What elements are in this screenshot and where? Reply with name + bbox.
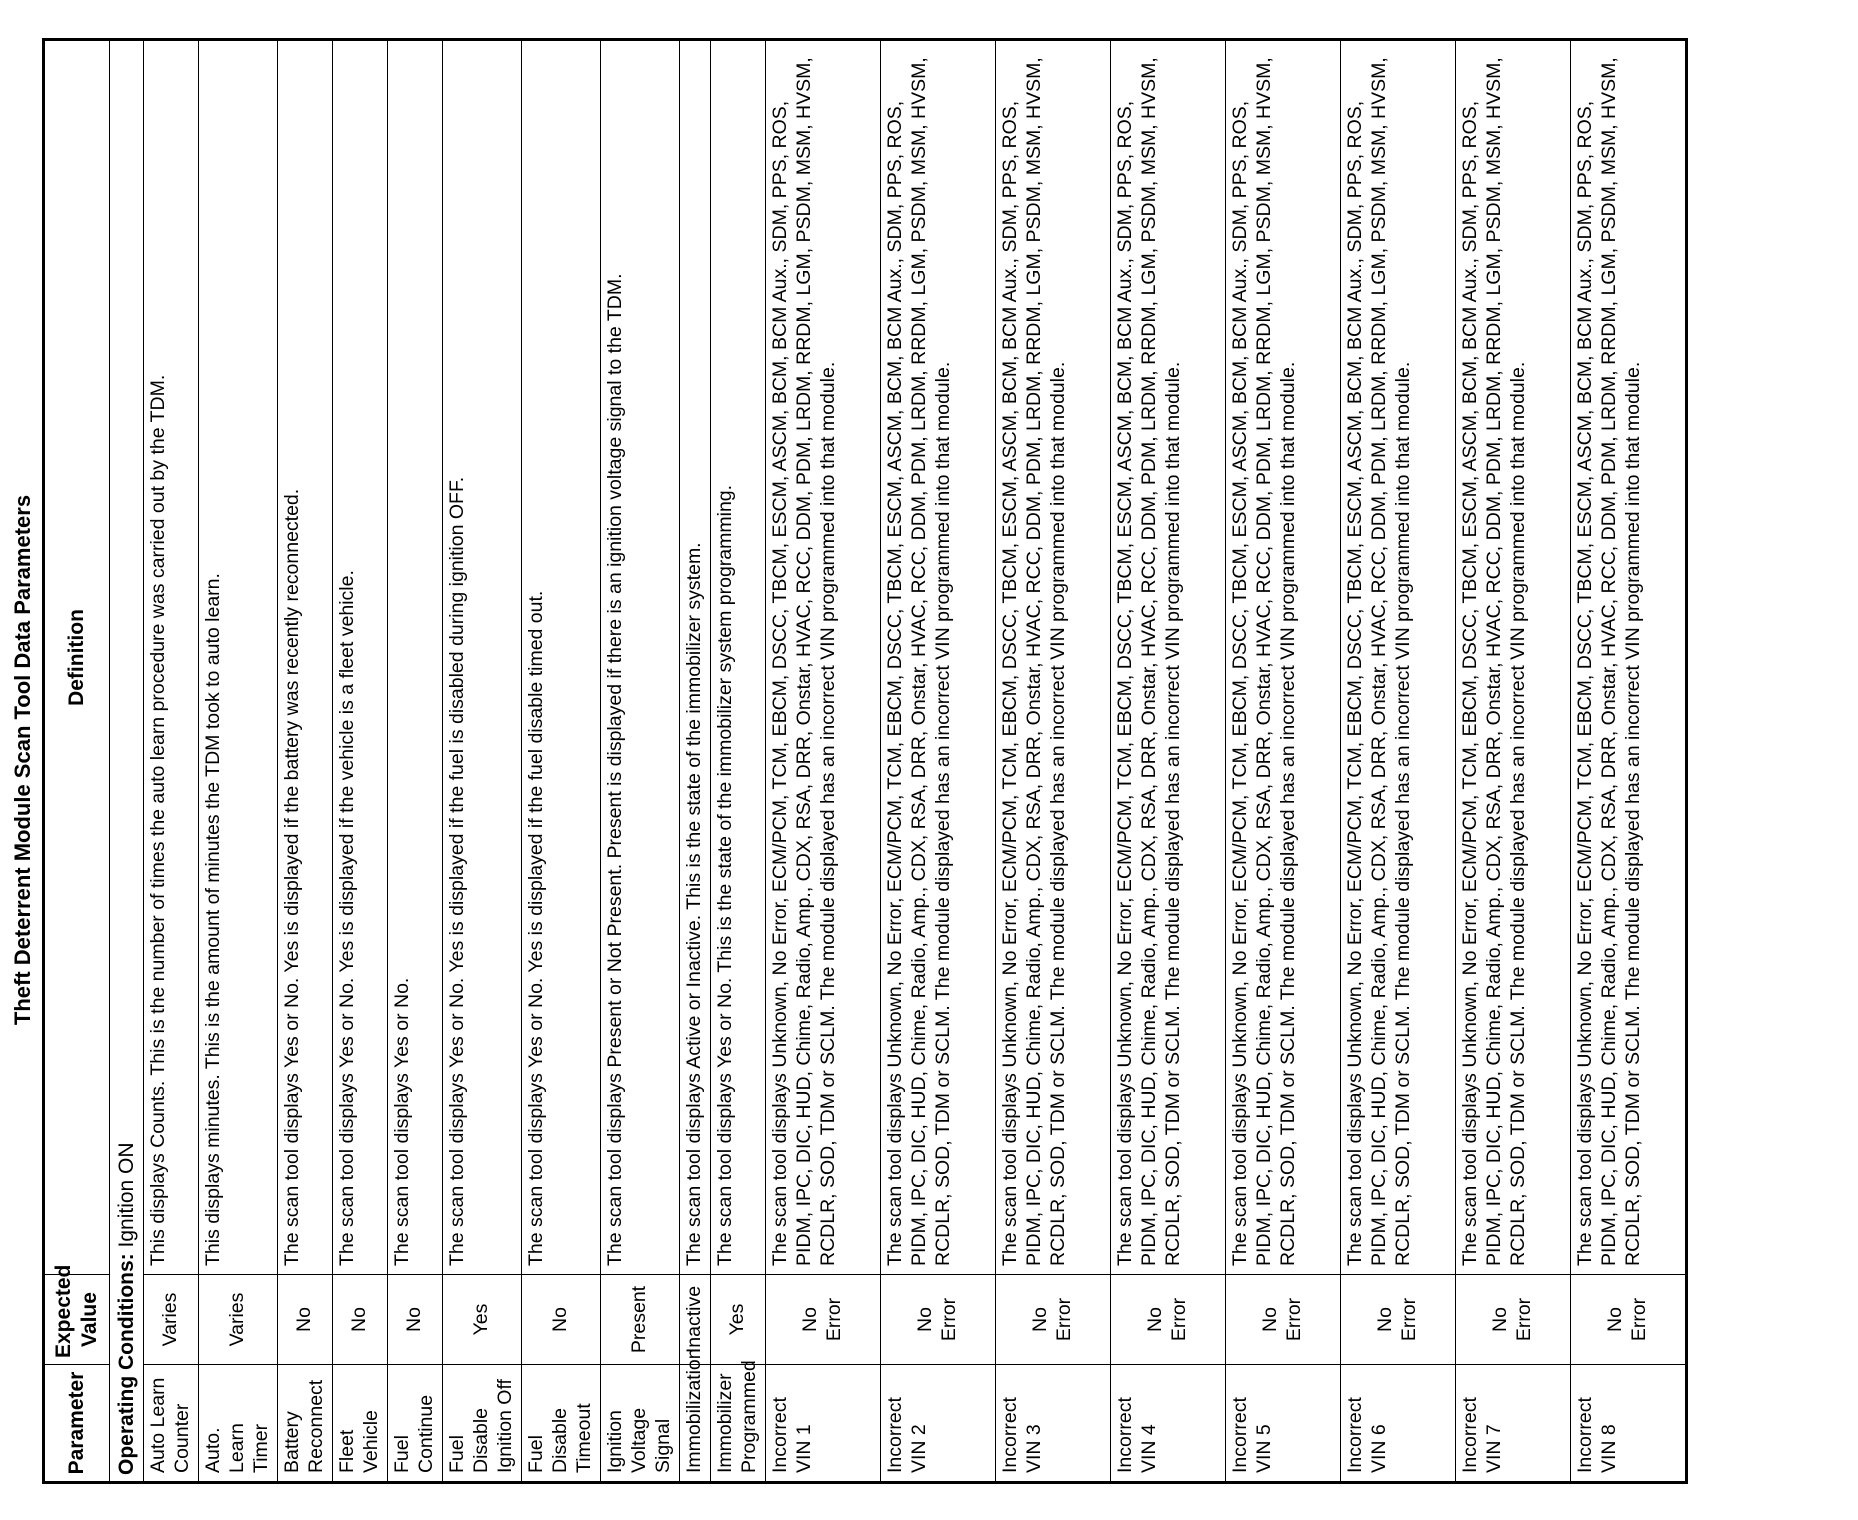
expected-value-cell: No Error	[881, 1275, 996, 1365]
table-row	[766, 40, 881, 1483]
parameter-cell: Incorrect VIN 4	[1111, 1365, 1226, 1483]
table-row	[601, 40, 680, 1483]
table-row	[996, 40, 1111, 1483]
expected-value-cell: No Error	[1571, 1275, 1687, 1365]
table-row	[388, 40, 443, 1483]
definition-cell: This displays minutes. This is the amount of minutes the TDM took to auto learn.	[199, 40, 278, 1275]
expected-value-cell: No	[333, 1275, 388, 1365]
definition-cell: The scan tool displays Yes or No. This is the state of the immobilizer system programming.	[711, 40, 766, 1275]
operating-conditions-label: Operating Conditions:	[114, 1253, 138, 1475]
header-expected-value: Expected Value	[44, 1275, 110, 1365]
document-title: Theft Deterrent Module Scan Tool Data Parameters	[10, 494, 35, 1026]
expected-value-cell: No Error	[1111, 1275, 1226, 1365]
definition-cell: The scan tool displays Unknown, No Error, ECM/PCM, TCM, EBCM, DSCC, TBCM, ESCM, ASCM, BCM, BCM Aux., SDM, PPS, ROS, PIDM, IPC, DIC, HUD, Chime, Radio, Amp., CDX, RSA, DRR, Onstar, HVAC, RCC, DDM, PDM, LRDM, RRDM, LGM, PSDM, MSM, HVSM, RCDLR, SOD, TDM or SCLM. The module displayed has an incorrect VIN programmed into that module.	[1456, 40, 1571, 1275]
parameter-cell: Incorrect VIN 2	[881, 1365, 996, 1483]
expected-value-cell: No Error	[996, 1275, 1111, 1365]
table-row	[144, 40, 199, 1483]
parameter-cell: Immobilization	[680, 1365, 711, 1483]
scan-tool-data-table	[42, 38, 1688, 1484]
expected-value-cell: No Error	[1226, 1275, 1341, 1365]
definition-cell: The scan tool displays Unknown, No Error, ECM/PCM, TCM, EBCM, DSCC, TBCM, ESCM, ASCM, BCM, BCM Aux., SDM, PPS, ROS, PIDM, IPC, DIC, HUD, Chime, Radio, Amp., CDX, RSA, DRR, Onstar, HVAC, RCC, DDM, PDM, LRDM, RRDM, LGM, PSDM, MSM, HVSM, RCDLR, SOD, TDM or SCLM. The module displayed has an incorrect VIN programmed into that module.	[1111, 40, 1226, 1275]
expected-value-cell: Inactive	[680, 1275, 711, 1365]
operating-conditions-value: Ignition ON	[114, 1142, 138, 1248]
definition-cell: The scan tool displays Yes or No. Yes is displayed if the battery was recently reconnected.	[278, 40, 333, 1275]
expected-value-cell: No Error	[1456, 1275, 1571, 1365]
definition-cell: The scan tool displays Present or Not Present. Present is displayed if there is an ignition voltage signal to the TDM.	[601, 40, 680, 1275]
parameter-cell: Ignition Voltage Signal	[601, 1365, 680, 1483]
definition-cell: The scan tool displays Yes or No.	[388, 40, 443, 1275]
expected-value-cell: Yes	[711, 1275, 766, 1365]
table-row	[522, 40, 601, 1483]
table-row	[1341, 40, 1456, 1483]
expected-value-cell: Varies	[144, 1275, 199, 1365]
table-row	[680, 40, 711, 1483]
table-row	[1226, 40, 1341, 1483]
table-row	[333, 40, 388, 1483]
header-definition: Definition	[44, 40, 110, 1275]
definition-cell: The scan tool displays Yes or No. Yes is displayed if the fuel is disabled during ignition OFF.	[443, 40, 522, 1275]
definition-cell: The scan tool displays Yes or No. Yes is displayed if the vehicle is a fleet vehicle.	[333, 40, 388, 1275]
parameter-cell: Auto. Learn Timer	[199, 1365, 278, 1483]
definition-cell: The scan tool displays Unknown, No Error, ECM/PCM, TCM, EBCM, DSCC, TBCM, ESCM, ASCM, BCM, BCM Aux., SDM, PPS, ROS, PIDM, IPC, DIC, HUD, Chime, Radio, Amp., CDX, RSA, DRR, Onstar, HVAC, RCC, DDM, PDM, LRDM, RRDM, LGM, PSDM, MSM, HVSM, RCDLR, SOD, TDM or SCLM. The module displayed has an incorrect VIN programmed into that module.	[996, 40, 1111, 1275]
table-row	[199, 40, 278, 1483]
parameter-cell: Fuel Disable Timeout	[522, 1365, 601, 1483]
expected-value-cell: No	[278, 1275, 333, 1365]
parameter-cell: Incorrect VIN 8	[1571, 1365, 1687, 1483]
table-header-row	[44, 40, 110, 1483]
expected-value-cell: Yes	[443, 1275, 522, 1365]
parameter-cell: Incorrect VIN 6	[1341, 1365, 1456, 1483]
parameter-cell: Fuel Disable Ignition Off	[443, 1365, 522, 1483]
expected-value-cell: No	[388, 1275, 443, 1365]
parameter-cell: Battery Reconnect	[278, 1365, 333, 1483]
parameter-cell: Incorrect VIN 5	[1226, 1365, 1341, 1483]
definition-cell: This displays Counts. This is the number of times the auto learn procedure was carried out by the TDM.	[144, 40, 199, 1275]
parameter-cell: Incorrect VIN 7	[1456, 1365, 1571, 1483]
parameter-cell: Immobilizer Programmed	[711, 1365, 766, 1483]
table-row	[711, 40, 766, 1483]
table-row	[881, 40, 996, 1483]
expected-value-cell: No Error	[1341, 1275, 1456, 1365]
operating-conditions-row	[109, 40, 144, 1483]
table-row	[1456, 40, 1571, 1483]
parameter-cell: Incorrect VIN 1	[766, 1365, 881, 1483]
table-row	[1111, 40, 1226, 1483]
definition-cell: The scan tool displays Unknown, No Error, ECM/PCM, TCM, EBCM, DSCC, TBCM, ESCM, ASCM, BCM, BCM Aux., SDM, PPS, ROS, PIDM, IPC, DIC, HUD, Chime, Radio, Amp., CDX, RSA, DRR, Onstar, HVAC, RCC, DDM, PDM, LRDM, RRDM, LGM, PSDM, MSM, HVSM, RCDLR, SOD, TDM or SCLM. The module displayed has an incorrect VIN programmed into that module.	[1571, 40, 1687, 1275]
table-row	[1571, 40, 1687, 1483]
definition-cell: The scan tool displays Unknown, No Error, ECM/PCM, TCM, EBCM, DSCC, TBCM, ESCM, ASCM, BCM, BCM Aux., SDM, PPS, ROS, PIDM, IPC, DIC, HUD, Chime, Radio, Amp., CDX, RSA, DRR, Onstar, HVAC, RCC, DDM, PDM, LRDM, RRDM, LGM, PSDM, MSM, HVSM, RCDLR, SOD, TDM or SCLM. The module displayed has an incorrect VIN programmed into that module.	[1226, 40, 1341, 1275]
parameter-cell: Fuel Continue	[388, 1365, 443, 1483]
parameter-cell: Fleet Vehicle	[333, 1365, 388, 1483]
header-parameter: Parameter	[44, 1365, 110, 1483]
table-row	[443, 40, 522, 1483]
definition-cell: The scan tool displays Active or Inactive. This is the state of the immobilizer system.	[680, 40, 711, 1275]
expected-value-cell: Present	[601, 1275, 680, 1365]
expected-value-cell: No	[522, 1275, 601, 1365]
definition-cell: The scan tool displays Yes or No. Yes is displayed if the fuel disable timed out.	[522, 40, 601, 1275]
definition-cell: The scan tool displays Unknown, No Error, ECM/PCM, TCM, EBCM, DSCC, TBCM, ESCM, ASCM, BCM, BCM Aux., SDM, PPS, ROS, PIDM, IPC, DIC, HUD, Chime, Radio, Amp., CDX, RSA, DRR, Onstar, HVAC, RCC, DDM, PDM, LRDM, RRDM, LGM, PSDM, MSM, HVSM, RCDLR, SOD, TDM or SCLM. The module displayed has an incorrect VIN programmed into that module.	[881, 40, 996, 1275]
expected-value-cell: No Error	[766, 1275, 881, 1365]
table-row	[278, 40, 333, 1483]
parameter-cell: Auto Learn Counter	[144, 1365, 199, 1483]
expected-value-cell: Varies	[199, 1275, 278, 1365]
definition-cell: The scan tool displays Unknown, No Error, ECM/PCM, TCM, EBCM, DSCC, TBCM, ESCM, ASCM, BCM, BCM Aux., SDM, PPS, ROS, PIDM, IPC, DIC, HUD, Chime, Radio, Amp., CDX, RSA, DRR, Onstar, HVAC, RCC, DDM, PDM, LRDM, RRDM, LGM, PSDM, MSM, HVSM, RCDLR, SOD, TDM or SCLM. The module displayed has an incorrect VIN programmed into that module.	[766, 40, 881, 1275]
operating-conditions-cell	[109, 40, 144, 1483]
definition-cell: The scan tool displays Unknown, No Error, ECM/PCM, TCM, EBCM, DSCC, TBCM, ESCM, ASCM, BCM, BCM Aux., SDM, PPS, ROS, PIDM, IPC, DIC, HUD, Chime, Radio, Amp., CDX, RSA, DRR, Onstar, HVAC, RCC, DDM, PDM, LRDM, RRDM, LGM, PSDM, MSM, HVSM, RCDLR, SOD, TDM or SCLM. The module displayed has an incorrect VIN programmed into that module.	[1341, 40, 1456, 1275]
parameter-cell: Incorrect VIN 3	[996, 1365, 1111, 1483]
